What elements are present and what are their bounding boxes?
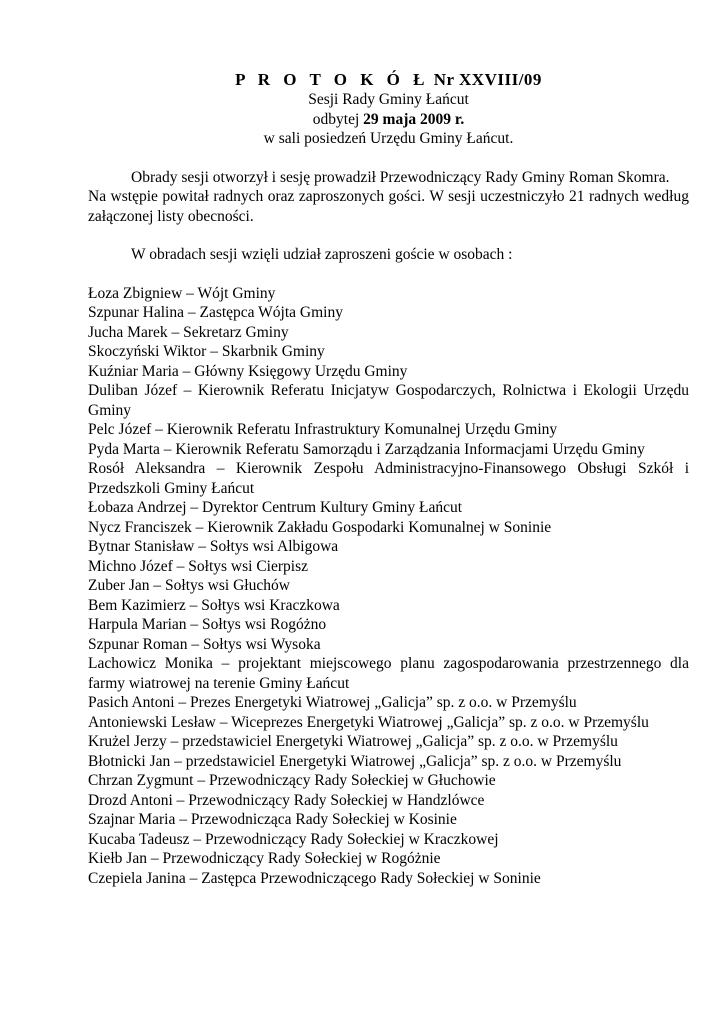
session-date-line <box>88 110 689 130</box>
protocol-title-word: P R O T O K Ó Ł <box>235 70 429 89</box>
document-header <box>88 70 689 149</box>
guest-list-item: Rosół Aleksandra – Kierownik Zespołu Administracyjno-Finansowego Obsługi Szkół i Przedszkoli Gminy Łańcut <box>88 460 689 497</box>
guest-list-item: Krużel Jerzy – przedstawiciel Energetyki Wiatrowej „Galicja” sp. z o.o. w Przemyślu <box>88 733 618 750</box>
session-location: w sali posiedzeń Urzędu Gminy Łańcut. <box>263 130 514 147</box>
guest-list-item: Kucaba Tadeusz – Przewodniczący Rady Sołeckiej w Kraczkowej <box>88 830 499 848</box>
guest-list-item: Nycz Franciszek – Kierownik Zakładu Gospodarki Komunalnej w Soninie <box>88 518 552 536</box>
guest-list-item: Szpunar Halina – Zastępca Wójta Gminy <box>88 304 343 321</box>
guest-list-item: Łobaza Andrzej – Dyrektor Centrum Kultury Gminy Łańcut <box>88 499 463 516</box>
session-date-prefix: odbytej <box>312 110 360 128</box>
attendance-paragraph: Na wstępie powitał radnych oraz zaproszonych gości. W sesji uczestniczyło 21 radnych według załączonej listy obecności. <box>88 188 689 225</box>
guest-list-item: Szpunar Roman – Sołtys wsi Wysoka <box>88 635 321 653</box>
guest-list-item: Kiełb Jan – Przewodniczący Rady Sołeckiej w Rogóżnie <box>88 850 441 867</box>
guest-list-item: Duliban Józef – Kierownik Referatu Inicjatyw Gospodarczych, Rolnictwa i Ekologii Urzędu Gminy <box>88 382 689 419</box>
guest-list-item: Michno Józef – Sołtys wsi Cierpisz <box>88 557 308 575</box>
guest-list-item: Chrzan Zygmunt – Przewodniczący Rady Sołeckiej w Głuchowie <box>88 772 496 789</box>
guest-list-item: Kuźniar Maria – Główny Księgowy Urzędu Gminy <box>88 362 408 380</box>
protocol-title <box>88 70 689 90</box>
guest-list-item: Skoczyński Wiktor – Skarbnik Gminy <box>88 343 325 360</box>
guest-list-item: Antoniewski Lesław – Wiceprezes Energetyki Wiatrowej „Galicja” sp. z o.o. w Przemyślu <box>88 713 649 731</box>
guest-list-item: Pyda Marta – Kierownik Referatu Samorządu i Zarządzania Informacjami Urzędu Gminy <box>88 440 645 458</box>
guest-list-item: Lachowicz Monika – projektant miejscowego planu zagospodarowania przestrzennego dla farmy wiatrowej na terenie Gminy Łańcut <box>88 655 689 692</box>
opening-paragraph: Obrady sesji otworzył i sesję prowadził Przewodniczący Rady Gminy Roman Skomra. <box>131 168 670 186</box>
guest-list-item: Błotnicki Jan – przedstawiciel Energetyki Wiatrowej „Galicja” sp. z o.o. w Przemyślu <box>88 752 622 770</box>
guest-list-item: Bem Kazimierz – Sołtys wsi Kraczkowa <box>88 596 340 614</box>
guest-list-item: Łoza Zbigniew – Wójt Gminy <box>88 284 276 302</box>
guest-list-item: Pelc Józef – Kierownik Referatu Infrastruktury Komunalnej Urzędu Gminy <box>88 421 558 438</box>
session-name: Sesji Rady Gminy Łańcut <box>308 91 469 108</box>
session-date: 29 maja 2009 r. <box>363 110 465 128</box>
guests-heading: W obradach sesji wzięli udział zaproszeni goście w osobach : <box>131 246 513 263</box>
guest-list-item: Harpula Marian – Sołtys wsi Rogóżno <box>88 616 327 633</box>
document-page <box>88 70 689 888</box>
guest-list-item: Drozd Antoni – Przewodniczący Rady Sołeckiej w Handzlówce <box>88 791 485 809</box>
guest-list-item: Bytnar Stanisław – Sołtys wsi Albigowa <box>88 538 339 555</box>
guest-list-item: Jucha Marek – Sekretarz Gminy <box>88 323 289 341</box>
guest-list <box>88 284 689 889</box>
guest-list-item: Pasich Antoni – Prezes Energetyki Wiatrowej „Galicja” sp. z o.o. w Przemyślu <box>88 694 577 711</box>
protocol-number: Nr XXVIII/09 <box>433 70 542 89</box>
guest-list-item: Szajnar Maria – Przewodnicząca Rady Sołeckiej w Kosinie <box>88 811 457 828</box>
guest-list-item: Zuber Jan – Sołtys wsi Głuchów <box>88 577 290 594</box>
guest-list-item: Czepiela Janina – Zastępca Przewodniczącego Rady Sołeckiej w Soninie <box>88 869 541 887</box>
